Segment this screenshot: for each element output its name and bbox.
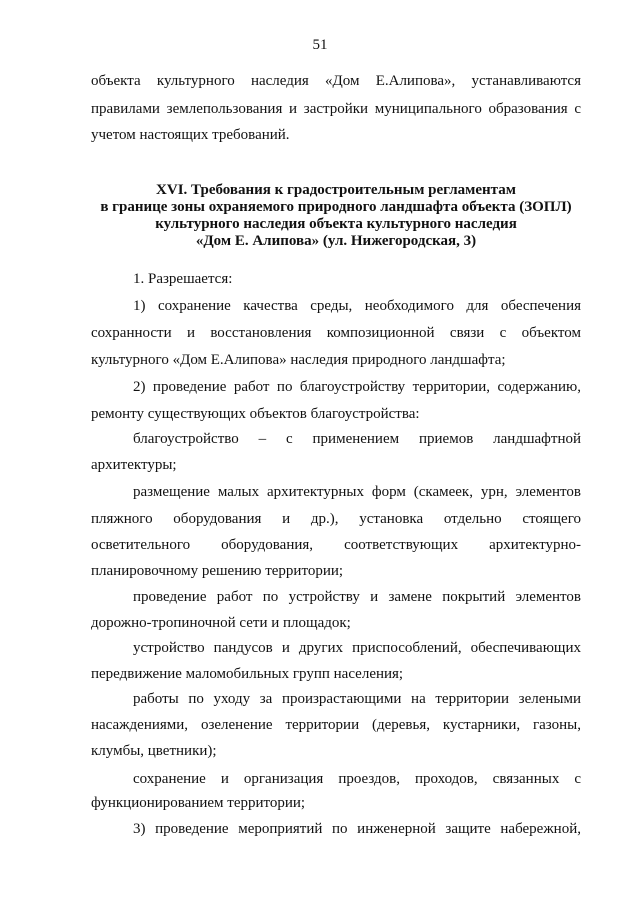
paragraph-line: планировочному решению территории; bbox=[91, 563, 344, 579]
paragraph-line: дорожно-тропиночной сети и площадок; bbox=[91, 615, 351, 631]
page-number: 51 bbox=[312, 37, 328, 53]
paragraph-line: сохранение и организация проездов, проходов, связанных с bbox=[133, 771, 581, 787]
intro-line: учетом настоящих требований. bbox=[91, 127, 290, 143]
section-heading-line: «Дом Е. Алипова» (ул. Нижегородская, 3) bbox=[195, 233, 477, 249]
paragraph-line: размещение малых архитектурных форм (скамеек, урн, элементов bbox=[133, 484, 581, 500]
section-heading-line: XVI. Требования к градостроительным регламентам bbox=[156, 182, 516, 198]
section-heading-line: в границе зоны охраняемого природного ландшафта объекта (ЗОПЛ) bbox=[100, 199, 572, 215]
paragraph-line: архитектуры; bbox=[91, 457, 177, 473]
paragraph-line: клумбы, цветники); bbox=[91, 743, 217, 759]
paragraph-line: передвижение маломобильных групп населения; bbox=[91, 666, 404, 682]
intro-line: правилами землепользования и застройки муниципального образования с bbox=[91, 101, 581, 117]
paragraph-line: проведение работ по устройству и замене покрытий элементов bbox=[133, 589, 581, 605]
paragraph-line: 3) проведение мероприятий по инженерной защите набережной, bbox=[133, 821, 581, 837]
paragraph-line: осветительного оборудования, соответствующих архитектурно- bbox=[91, 537, 581, 553]
paragraph-line: 1. Разрешается: bbox=[133, 271, 233, 287]
paragraph-line: 2) проведение работ по благоустройству территории, содержанию, bbox=[133, 379, 581, 395]
paragraph-line: сохранности и восстановления композиционной связи с объектом bbox=[91, 325, 581, 341]
intro-line: объекта культурного наследия «Дом Е.Алипова», устанавливаются bbox=[91, 73, 581, 89]
section-heading-line: культурного наследия объекта культурного наследия bbox=[155, 216, 517, 232]
paragraph-line: работы по уходу за произрастающими на территории зелеными bbox=[133, 691, 581, 707]
paragraph-line: насаждениями, озеленение территории (деревья, кустарники, газоны, bbox=[91, 717, 581, 733]
paragraph-line: функционированием территории; bbox=[91, 795, 306, 811]
paragraph-line: устройство пандусов и других приспособлений, обеспечивающих bbox=[133, 640, 581, 656]
paragraph-line: 1) сохранение качества среды, необходимого для обеспечения bbox=[133, 298, 581, 314]
paragraph-line: благоустройство – с применением приемов ландшафтной bbox=[133, 431, 581, 447]
paragraph-line: культурного «Дом Е.Алипова» наследия природного ландшафта; bbox=[91, 352, 506, 368]
paragraph-line: пляжного оборудования и др.), установка отдельно стоящего bbox=[91, 511, 581, 527]
paragraph-line: ремонту существующих объектов благоустройства: bbox=[91, 406, 420, 422]
